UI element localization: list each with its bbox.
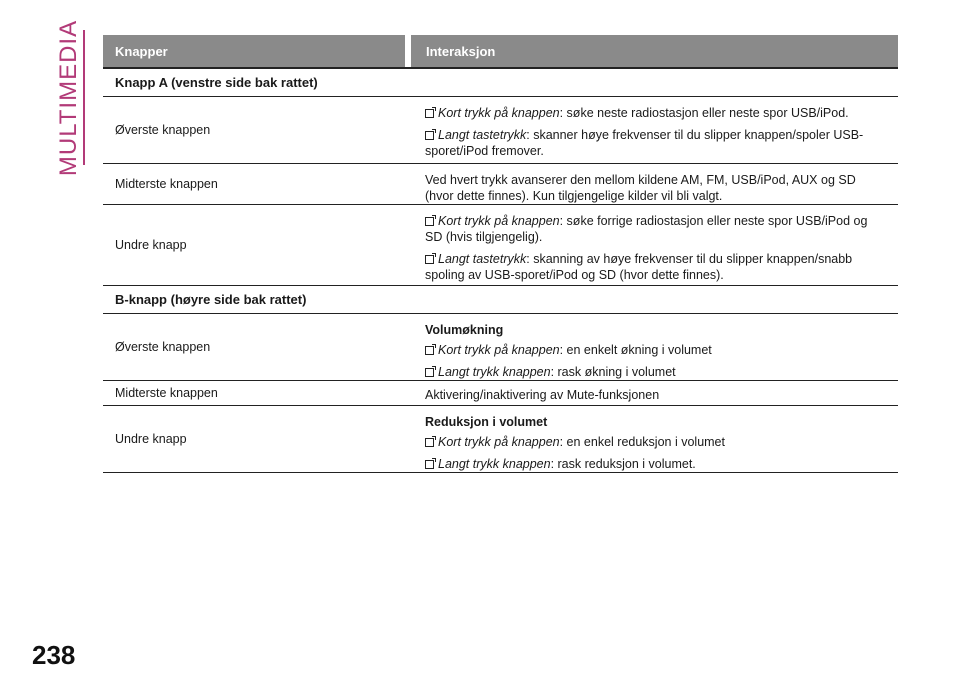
bullet-item: Langt trykk knappen: rask økning i volumet [425, 364, 886, 380]
bullet-item: Langt tastetrykk: skanner høye frekvenser til du slipper knappen/spoler USB-sporet/iPod fremover. [425, 128, 864, 158]
row-heading: Reduksjon i volumet [425, 415, 548, 429]
bullet-item: Kort trykk på knappen: søke forrige radiostasjon eller neste spor USB/iPod og SD (hvis tilgjengelig). [425, 214, 868, 244]
checkbox-bullet-icon [425, 255, 434, 264]
table-row [103, 97, 898, 164]
bullet-item: Kort trykk på knappen: søke neste radiostasjon eller neste spor USB/iPod. [425, 105, 886, 121]
checkbox-bullet-icon [425, 438, 434, 447]
table-row [103, 314, 898, 381]
bullet-item: Langt trykk knappen: rask reduksjon i volumet. [425, 456, 886, 472]
group-title: Knapp A (venstre side bak rattet) [103, 69, 898, 97]
table-header [103, 35, 898, 67]
button-cell: Midterste knappen [115, 386, 218, 400]
controls-table [103, 35, 898, 473]
group-title: B-knapp (høyre side bak rattet) [103, 286, 898, 314]
page-number: 238 [32, 640, 76, 670]
header-buttons: Knapper [103, 35, 405, 67]
table-row [103, 381, 898, 406]
table-row [103, 205, 898, 286]
interaction-cell [411, 205, 898, 285]
checkbox-bullet-icon [425, 217, 434, 226]
section-title: MULTIMEDIA [55, 19, 82, 176]
checkbox-bullet-icon [425, 109, 434, 118]
interaction-cell [411, 97, 898, 163]
interaction-cell: Ved hvert trykk avanserer den mellom kildene AM, FM, USB/iPod, AUX og SD (hvor dette finnes). Kun tilgjengelige kilder vil bli valgt. [425, 173, 856, 203]
button-cell: Øverste knappen [115, 340, 211, 354]
table-row [103, 406, 898, 473]
row-heading: Volumøkning [425, 323, 504, 337]
interaction-cell: Aktivering/inaktivering av Mute-funksjonen [425, 388, 660, 402]
section-tab [55, 19, 82, 176]
bullet-item: Langt tastetrykk: skanning av høye frekvenser til du slipper knappen/snabb spoling av USB-sporet/iPod og SD (hvor dette finnes). [425, 252, 853, 282]
button-cell: Midterste knappen [115, 177, 218, 191]
interaction-cell [411, 314, 898, 380]
bullet-item: Kort trykk på knappen: en enkel reduksjon i volumet [425, 434, 886, 450]
button-cell: Undre knapp [115, 432, 187, 446]
header-interaction: Interaksjon [411, 35, 898, 67]
checkbox-bullet-icon [425, 131, 434, 140]
checkbox-bullet-icon [425, 460, 434, 469]
table-row [103, 164, 898, 205]
interaction-cell [411, 406, 898, 472]
checkbox-bullet-icon [425, 368, 434, 377]
button-cell: Øverste knappen [115, 123, 211, 137]
bullet-item: Kort trykk på knappen: en enkelt økning i volumet [425, 342, 886, 358]
checkbox-bullet-icon [425, 346, 434, 355]
button-cell: Undre knapp [115, 238, 187, 252]
section-divider [83, 30, 85, 165]
